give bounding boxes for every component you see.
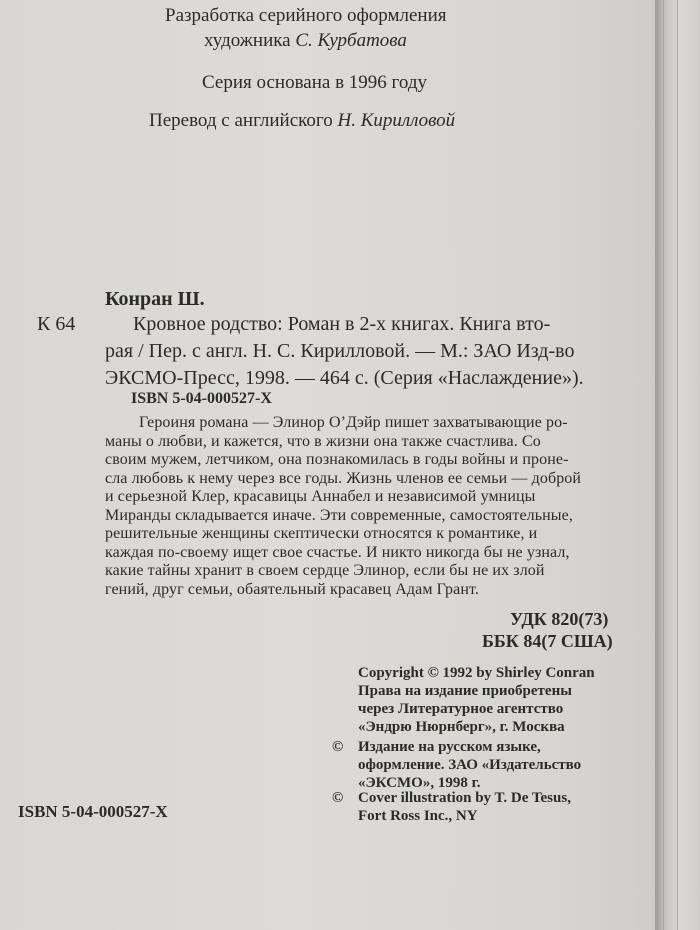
page-edge-line — [663, 0, 664, 930]
annotation-line: и серьезной Клер, красавицы Аннабел и независимой умницы — [105, 488, 536, 505]
footer-isbn: ISBN 5-04-000527-X — [18, 802, 168, 821]
copyright-line: оформление. ЗАО «Издательство — [358, 757, 582, 773]
design-credit-line1: Разработка серийного оформления — [165, 5, 447, 26]
copyright-cover-block — [332, 789, 571, 825]
page-gutter — [655, 0, 700, 930]
annotation-line: решительные женщины скептически относятся к романтике, и — [105, 525, 538, 542]
biblio-line: ЭКСМО-Пресс, 1998. — 464 с. (Серия «Наслаждение»). — [105, 367, 584, 389]
series-founded: Серия основана в 1996 году — [202, 72, 427, 93]
annotation-line: своим мужем, летчиком, она познакомилась в годы войны и проне- — [105, 451, 569, 468]
annotation-line: сла любовь к нему через все годы. Жизнь членов ее семьи — доброй — [105, 469, 582, 487]
copyright-rights-block — [358, 664, 595, 736]
copyright-line: «Эндрю Нюрнберг», г. Москва — [358, 719, 565, 735]
copyright-edition-block — [332, 738, 581, 792]
biblio-line: Кровное родство: Роман в 2-х книгах. Книга вто- — [133, 313, 551, 335]
copyright-line: Fort Ross Inc., NY — [358, 808, 478, 824]
annotation-line: маны о любви, и кажется, что в жизни она также счастлива. Со — [105, 432, 541, 450]
catalog-isbn: ISBN 5-04-000527-X — [131, 390, 272, 407]
annotation-line: какие тайны хранит в своем сердце Элинор, если бы не их злой — [105, 562, 545, 579]
copyright-line: «ЭКСМО», 1998 г. — [358, 775, 481, 791]
udk-code: УДК 820(73) — [510, 609, 609, 629]
catalog-class-code: К 64 — [37, 313, 76, 335]
copyright-line: через Литературное агентство — [358, 701, 564, 717]
translator-name: Н. Кирилловой — [337, 110, 456, 131]
translation-credit: Перевод с английского Н. Кирилловой — [149, 110, 456, 131]
annotation-line: Миранды складывается иначе. Эти современные, самостоятельные, — [105, 506, 573, 524]
page-edge-line — [677, 0, 678, 930]
catalog-author: Конран Ш. — [105, 288, 205, 310]
annotation-line: каждая по-своему ищет свое счастье. И никто никогда бы не узнал, — [105, 543, 570, 561]
designer-name: С. Курбатова — [295, 30, 407, 51]
bbk-code: ББК 84(7 США) — [482, 631, 613, 651]
copyright-line: Copyright © 1992 by Shirley Conran — [358, 665, 595, 681]
catalog-annotation — [105, 414, 581, 599]
biblio-line: рая / Пер. с англ. Н. С. Кирилловой. — М.: ЗАО Изд-во — [105, 340, 575, 362]
annotation-line: Героиня романа — Элинор О’Дэйр пишет захватывающие ро- — [139, 414, 568, 431]
catalog-bibliographic-description — [105, 311, 584, 392]
design-credit-line2: художника С. Курбатова — [204, 30, 407, 51]
copyright-line: Cover illustration by T. De Tesus, — [358, 790, 571, 806]
copyright-line: Издание на русском языке, — [358, 739, 541, 755]
copyright-symbol: © — [332, 739, 344, 755]
annotation-line: гений, друг семьи, обаятельный красавец Адам Грант. — [105, 580, 479, 598]
copyright-symbol: © — [332, 790, 344, 806]
copyright-line: Права на издание приобретены — [358, 683, 572, 699]
